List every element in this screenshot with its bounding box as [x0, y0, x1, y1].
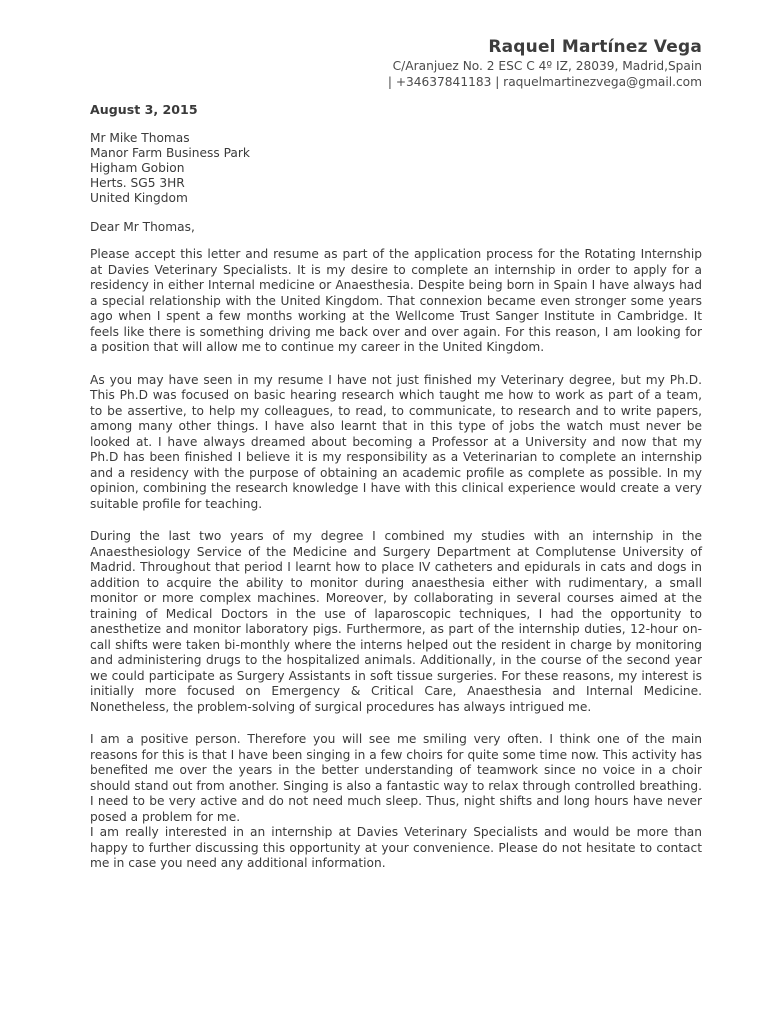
sender-address: C/Aranjuez No. 2 ESC C 4º IZ, 28039, Madrid,Spain [392, 59, 702, 73]
recipient-line: Herts. SG5 3HR [90, 175, 185, 190]
paragraph-closing: I am really interested in an internship at Davies Veterinary Specialists and would be more than happy to further discussing this opportunity at your convenience. Please do not hesitate to contact me in case you need any additional information. [90, 825, 702, 870]
sender-name: Raquel Martínez Vega [488, 37, 702, 57]
recipient-line: Higham Gobion [90, 160, 185, 175]
paragraph-research: As you may have seen in my resume I have not just finished my Veterinary degree, but my Ph.D. This Ph.D was focused on basic hearing research which taught me how to work as part of a team, to be assertive, to help my colleagues, to read, to communicate, to research and to write papers, among many other things. I have also learnt that in this type of jobs the watch must never be looked at. I have always dreamed about becoming a Professor at a University and now that my Ph.D has been finished I believe it is my responsibility as a Veterinarian to complete an internship and a residency with the purpose of obtaining an academic profile as complete as possible. In my opinion, combining the research knowledge I have with this clinical experience would create a very suitable profile for teaching. [90, 372, 702, 511]
paragraph-intro: Please accept this letter and resume as part of the application process for the Rotating Internship at Davies Veterinary Specialists. It is my desire to complete an internship in order to apply for a residency in either Internal medicine or Anaesthesia. Despite being born in Spain I have always had a special relationship with the United Kingdom. That connexion became even stronger some years ago when I spent a few months working at the Wellcome Trust Sanger Institute in Cambridge. It feels like there is something driving me back over and over again. For this reason, I am looking for a position that will allow me to continue my career in the United Kingdom. [90, 247, 702, 354]
letter-body [90, 102, 702, 872]
paragraph-internship: During the last two years of my degree I combined my studies with an internship in the Anaesthesiology Service of the Medicine and Surgery Department at Complutense University of Madrid. Throughout that period I learnt how to place IV catheters and epidurals in cats and dogs in addition to acquire the ability to monitor during anaesthesia either with rudimentary, a small monitor or more complex machines. Moreover, by collaborating in several courses aimed at the training of Medical Doctors in the use of laparoscopic techniques, I had the opportunity to anesthetize and monitor laboratory pigs. Furthermore, as part of the internship duties, 12-hour on-call shifts were taken bi-monthly where the interns helped out the resident in charge by monitoring and administering drugs to the hospitalized animals. Additionally, in the course of the second year we could participate as Surgery Assistants in soft tissue surgeries. For these reasons, my interest is initially more focused on Emergency & Critical Care, Anaesthesia and Internal Medicine. Nonetheless, the problem-solving of surgical procedures has always intrigued me. [90, 529, 702, 714]
salutation: Dear Mr Thomas, [90, 219, 195, 234]
sender-contact: | +34637841183 | raquelmartinezvega@gmail.com [387, 75, 702, 89]
recipient-line: Manor Farm Business Park [90, 145, 250, 160]
letter-header [388, 36, 702, 90]
recipient-address [90, 131, 702, 206]
letter-date: August 3, 2015 [90, 102, 198, 117]
recipient-line: United Kingdom [90, 190, 188, 205]
recipient-line: Mr Mike Thomas [90, 130, 190, 145]
paragraph-personal: I am a positive person. Therefore you will see me smiling very often. I think one of the main reasons for this is that I have been singing in a few choirs for quite some time now. This activity has benefited me over the years in the better understanding of teamwork since no voice in a choir should stand out from another. Singing is also a fantastic way to relax through controlled breathing. I need to be very active and do not need much sleep. Thus, night shifts and long hours have never posed a problem for me. [90, 732, 702, 824]
